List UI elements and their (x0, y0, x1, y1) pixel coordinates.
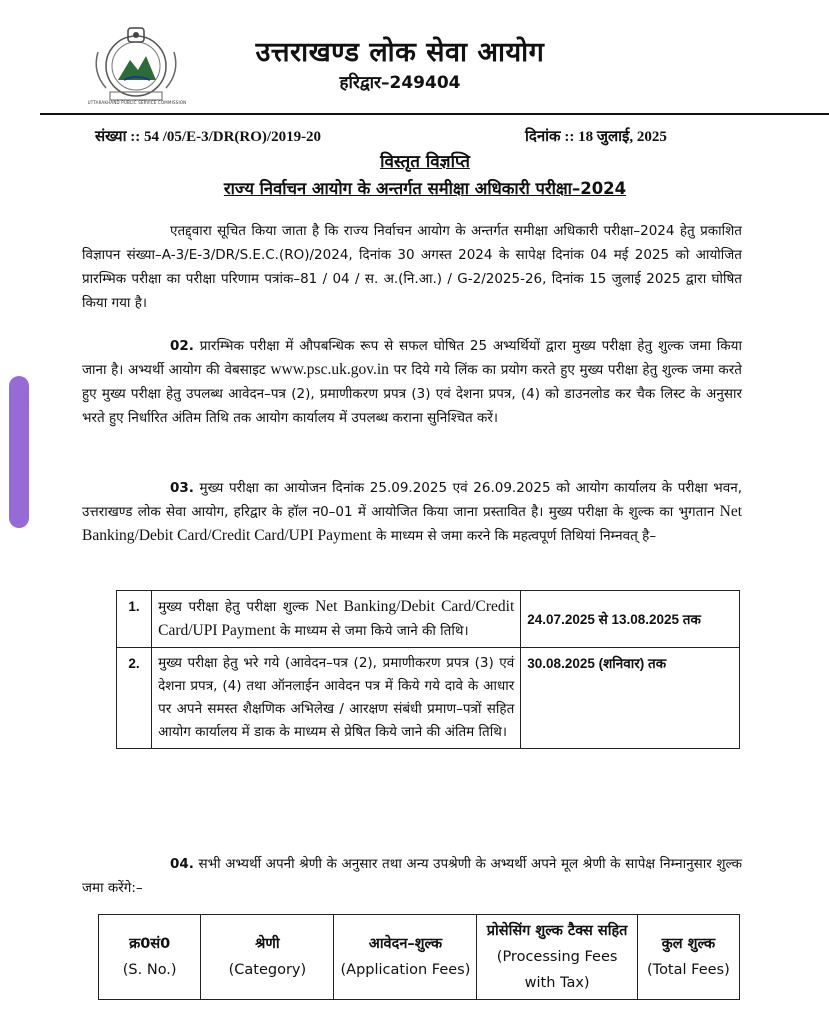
row-number: 2. (117, 648, 152, 749)
paragraph-2 (82, 334, 742, 430)
row-date: 30.08.2025 (शनिवार) तक (521, 648, 740, 749)
header-category-hi: श्रेणी (255, 936, 280, 952)
header-category (201, 915, 334, 1000)
paragraph-3-number: 03. (170, 480, 194, 496)
paragraph-3 (82, 476, 742, 548)
header-application-fees-hi: आवेदन–शुल्क (368, 936, 443, 952)
payment-methods: Net Banking/Debit Card/Credit Card/UPI Payment (82, 503, 743, 544)
important-dates-table (116, 590, 740, 749)
header-application-fees (334, 915, 477, 1000)
paragraph-2-text-a: प्रारम्भिक परीक्षा में औपबन्धिक रूप से सफल घोषित 25 अभ्यर्थियों द्वारा मुख्य परीक्षा हेतु शुल्क जमा किया जाना है। अभ्यर्थी आयोग की वेबसाइट (82, 338, 742, 378)
paragraph-1 (82, 219, 742, 315)
fees-table-header (99, 915, 740, 1000)
header-sno-en: (S. No.) (122, 962, 177, 978)
header-total-fees-hi: कुल शुल्क (661, 936, 716, 952)
logo-caption: UTTARAKHAND PUBLIC SERVICE COMMISSION (87, 100, 187, 105)
table-row (117, 648, 740, 749)
table-row (117, 591, 740, 648)
reference-number: संख्या :: 54 /05/E-3/DR(RO)/2019-20 (95, 129, 322, 145)
row-description-a: मुख्य परीक्षा हेतु परीक्षा शुल्क (158, 599, 309, 615)
notice-subtitle: राज्य निर्वाचन आयोग के अन्तर्गत समीक्षा अधिकारी परीक्षा–2024 (223, 179, 627, 198)
paragraph-2-text-b: पर दिये गये लिंक का प्रयोग करते हुए मुख्य परीक्षा हेतु शुल्क जमा करते हुए मुख्य परीक्षा हेतु उपलब्ध आवेदन–पत्र (2), प्रमाणीकरण प्रपत्र (3) एवं देशना प्रपत्र, (4) को डाउनलोड कर चैक लिस्ट के अनुसार भरते हुए निर्धारित अंतिम तिथि तक आयोग कार्यालय में उपलब्ध कराना सुनिश्चित करें। (82, 362, 742, 426)
fees-table (98, 914, 740, 1000)
notice-title: विस्तृत विज्ञप्ति (380, 152, 470, 172)
header-processing-fees (477, 915, 637, 1000)
row-description: मुख्य परीक्षा हेतु भरे गये (आवेदन–पत्र (2), प्रमाणीकरण प्रपत्र (3) एवं देशना प्रपत्र, (4) तथा ऑनलाईन आवेदन पत्र में किये गये दावे के आधार पर अपने समस्त शैक्षणिक अभिलेख / आरक्षण संबंधी प्रमाण–पत्रों सहित आयोग कार्यालय में डाक के माध्यम से प्रेषित किये जाने की अंतिम तिथि। (152, 648, 521, 749)
row-description (152, 591, 521, 648)
paragraph-3-text-b: के माध्यम से जमा करने कि महत्वपूर्ण तिथियां निम्नवत् है– (376, 528, 657, 544)
header-application-fees-en: (Application Fees) (340, 962, 471, 978)
header-total-fees (637, 915, 739, 1000)
header-processing-fees-hi: प्रोसेसिंग शुल्क टैक्स सहित (486, 923, 628, 939)
header-sno (99, 915, 201, 1000)
notice-date: दिनांक :: 18 जुलाई, 2025 (525, 129, 667, 145)
website-url[interactable]: www.psc.uk.gov.in (270, 361, 389, 378)
header-total-fees-en: (Total Fees) (647, 962, 730, 978)
header-divider (40, 113, 829, 115)
row-description-b: के माध्यम से जमा किये जाने की तिथि। (279, 623, 469, 639)
paragraph-2-number: 02. (170, 338, 194, 354)
highlighter-mark (9, 376, 29, 528)
paragraph-3-text-a: मुख्य परीक्षा का आयोजन दिनांक 25.09.2025 एवं 26.09.2025 को आयोग कार्यालय के परीक्षा भवन, उत्तराखण्ड लोक सेवा आयोग, हरिद्वार के हॉल न0–01 में आयोजित किया जाना प्रस्तावित है। मुख्य परीक्षा के शुल्क का भुगतान (82, 480, 742, 520)
paragraph-1-text: एतद्द्वारा सूचित किया जाता है कि राज्य निर्वाचन आयोग के अन्तर्गत समीक्षा अधिकारी परीक्षा–2024 हेतु प्रकाशित विज्ञापन संख्या–A-3/E-3/DR/S.E.C.(RO)/2024, दिनांक 30 अगस्त 2024 के सापेक्ष दिनांक 04 मई 2025 को आयोजित प्रारम्भिक परीक्षा का परीक्षा परिणाम पत्रांक–81 / 04 / स. अ.(नि.आ.) / G-2/2025-26, दिनांक 15 जुलाई 2025 द्वारा घोषित किया गया है। (82, 223, 742, 311)
paragraph-4-text: सभी अभ्यर्थी अपनी श्रेणी के अनुसार तथा अन्य उपश्रेणी के अभ्यर्थी अपने मूल श्रेणी के सापेक्ष निम्नानुसार शुल्क जमा करेंगे:– (82, 856, 742, 896)
org-address: हरिद्वार–249404 (339, 73, 461, 93)
row-number: 1. (117, 591, 152, 648)
commission-logo (88, 22, 184, 106)
paragraph-4-number: 04. (170, 856, 194, 872)
row-description-latin: Net Banking/Debit Card/Credit Card/UPI Payment (158, 598, 515, 639)
header-sno-hi: क्र0सं0 (129, 936, 171, 952)
paragraph-4 (82, 852, 742, 900)
reference-row (95, 126, 715, 146)
header-category-en: (Category) (228, 962, 307, 978)
header-processing-fees-en: (Processing Fees with Tax) (496, 949, 618, 991)
org-title: उत्तराखण्ड लोक सेवा आयोग (255, 37, 545, 68)
row-date: 24.07.2025 से 13.08.2025 तक (521, 591, 740, 648)
